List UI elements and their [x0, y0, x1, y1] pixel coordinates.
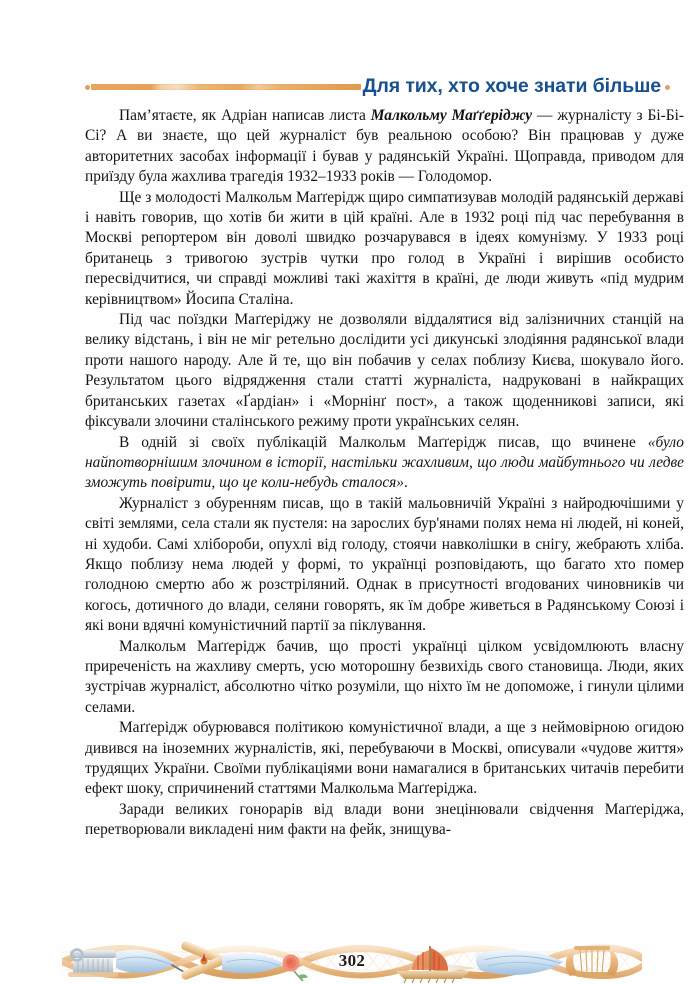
body-paragraph — [85, 310, 684, 432]
body-paragraph — [85, 637, 684, 719]
rubric-left-dot-icon — [85, 85, 90, 90]
body-text-run: Журналіст з обуренням писав, що в такій мальовничій Україні з найродючішими у світі землями, села стали як пустеля: на зарослих бур'янами полях нема ні людей, ні коней, ні худоби. Самі хлібороби, опухлі від голоду, стоячи навколішки в снігу, жебрають хліба. Якщо поблизу нема людей у формі, то українці розповідають, що багато хто помер голодною смертю або ж розстріляний. Однак в присутності вгодованих чиновників чи когось, дотичного до влади, селяни говорять, як їм добре живеться в Радянському Союзі і які вони вдячні комуністичний партії за піклування. — [85, 494, 684, 635]
body-text-run: Ще з молодості Малкольм Маґґерідж щиро симпатизував молодій радянській державі і навіть говорив, що хотів би жити в цій країні. Але в 1932 році під час перебування в Москві репортером він доволі швидко розчарувався в ідеях комунізму. У 1933 році британець з тривогою зустрів чутки про голод в Україні і вирішив особисто пересвідчитися, чи справді можливі такі жахіття в країні, де люди живуть «під мудрим керівництвом» Йосипа Сталіна. — [85, 188, 684, 308]
inline-quotation: «було найпотворнішим злочином в історії, настільки жахливим, що люди майбутнього чи ледве зможуть повірити, що це коли-небудь сталося» — [85, 433, 684, 492]
page-number: 302 — [338, 951, 366, 970]
body-text-run: Пам’ятаєте, як Адріан написав листа — [119, 107, 371, 124]
body-text-run: — журналісту з Бі-Бі-Сі? А ви знаєте, що цей журналіст був реальною особою? Він працював у дуже авторитетних засобах інформації і бував у радянській Україні. Щоправда, приводом для приїзду була жахлива трагедія 1932–1933 років — Голодомор. — [85, 107, 684, 186]
rubric-rule-wrapper — [85, 74, 363, 100]
emphasis-name: Малкольму Маґґеріджу — [370, 107, 533, 124]
body-paragraph — [85, 800, 684, 841]
body-paragraph — [85, 433, 684, 494]
rubric-header — [85, 74, 670, 100]
body-text-run: Під час поїздки Маґґеріджу не дозволяли віддалятися від залізничних станцій на велику відстань, і він не міг ретельно дослідити усі дикунські злодіяння радянської влади проти нашого народу. Але й те, що він побачив у селах поблизу Києва, шокувало його. Результатом цього відрядження стали статті журналіста, надруковані в найкращих британських газетах «Ґардіан» і «Морнінґ пост», а також щоденникові записи, які фіксували злочини сталінського режиму проти українських селян. — [85, 311, 684, 431]
body-paragraph — [85, 188, 684, 310]
rubric-right-dot-icon — [665, 85, 670, 90]
rubric-title: Для тих, хто хоче знати більше — [362, 75, 661, 98]
body-paragraph — [85, 718, 684, 800]
body-text-run: Малкольм Маґґерідж бачив, що прості українці цілком усвідомлюють власну приреченість на жахливу смерть, усю моторошну безвихідь свого становища. Люди, яких зустрічав журналіст, абсолютно чітко розуміли, що ніхто їм не допоможе, і гинули цілими селами. — [85, 637, 684, 716]
rubric-divider-rule — [91, 84, 361, 90]
page-footer — [62, 938, 642, 984]
body-paragraph — [85, 106, 684, 188]
body-paragraph — [85, 494, 684, 637]
body-text-run: В одній зі своїх публікацій Малкольм Маґґерідж писав, що вчинене — [119, 433, 648, 451]
article-body — [85, 106, 684, 841]
body-text-run: . — [404, 474, 408, 492]
body-text-run: Маґґерідж обурювався політикою комуністичної влади, а ще з неймовірною огидою дивився на іноземних журналістів, які, перебуваючи в Москві, описували «чудове життя» трудящих України. Своїми публікаціями вони намагалися в британських читачів перебити ефект шоку, спричинений статтями Малкольма Маґґеріджа. — [85, 719, 684, 798]
body-text-run: Заради великих гонорарів від влади вони знецінювали свідчення Маґґеріджа, перетворювали викладені ним факти на фейк, знищува- — [85, 800, 684, 839]
